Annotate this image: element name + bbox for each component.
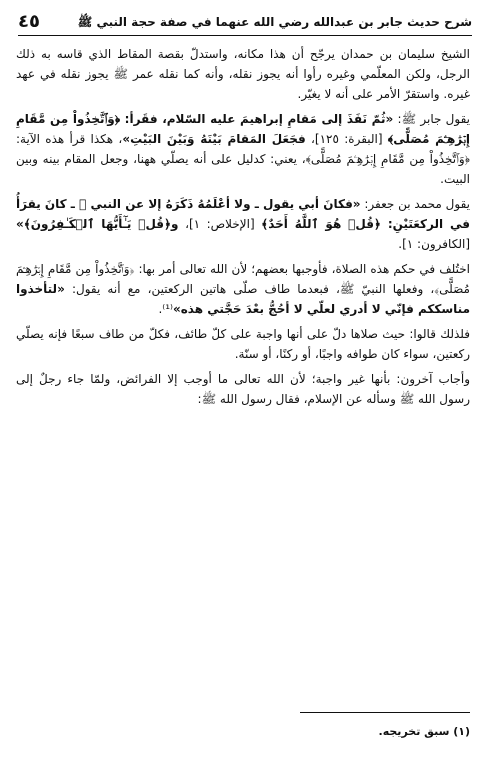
body-text bbox=[16, 44, 470, 414]
quoted-text: «لتأخذوا مناسككم فإنّي لا أدري لعلّي لا أحُجُّ بعْدَ حَجَّتي هذه» bbox=[16, 282, 470, 316]
paragraph bbox=[16, 259, 470, 319]
paragraph-text: يقول محمد بن جعفر: bbox=[360, 197, 470, 211]
paragraph-text: فلذلك قالوا: حيث صلاها دلّ على أنها واجبة على كلّ طائف، فكلّ من طاف سبعًا فإنه يصلّي ركعتين، سواء كان طوافه واجبًا، أو ركنًا، أو سنّة. bbox=[16, 327, 470, 361]
quoted-text: «فكانَ أبي يقول ـ ولا أعْلَمُهُ ذَكَرَهُ إلا عن النبي ﷺ ـ كانَ يقرَأُ في الركعَتَيْنِ: ﴿قُلۡ هُوَ ٱللَّهُ أَحَدٌ﴾ bbox=[16, 197, 471, 231]
paragraph-text: ، هكذا قرأ هذه الآية: ﴿وَٱتَّخِذُواْ مِن مَّقَامِ إِبۡرَٰهِـۧمَ مُصَلًّى﴾، يعني: كدليل على أنه يصلّي ههنا، وجعل المقام بينه وبين البيت. bbox=[16, 132, 470, 186]
footnote: (١) سبق تخريجه. bbox=[378, 725, 470, 738]
paragraph-text: ⁽¹⁾. bbox=[158, 302, 173, 316]
quoted-text: فجَعَلَ المَقامَ بَيْنَهُ وَبَيْنَ البَيْتِ» bbox=[122, 132, 306, 146]
quoted-text: و﴿قُلۡ يَـٰٓأَيُّهَا ٱلۡكَـٰفِرُونَ﴾» bbox=[16, 217, 179, 231]
paragraph-text: الشيخ سليمان بن حمدان يرجّح أن هذا مكانه، واستدلّ بقصة المقاط الذي قاسه به ذلك الرجل، ولكن المعلّمي وغيره رأوا أنه يجوز نقله، وأنه كما نقله عمر ﷺ يجوز نقله في عهد غيره. واستقرّ الأمر على أنه لا يغيّر. bbox=[16, 47, 470, 101]
paragraph-text: يقول جابر ﷺ: bbox=[393, 112, 471, 126]
paragraph bbox=[16, 369, 470, 409]
paragraph bbox=[16, 194, 470, 254]
paragraph-text: وأجاب آخرون: بأنها غير واجبة؛ لأن الله تعالى ما أوجب إلا الفرائض، ولمّا جاء رجلٌ إلى رسول الله ﷺ وسأله عن الإسلام، فقال رسول الله ﷺ: bbox=[16, 372, 470, 406]
page-number: ٤٥ bbox=[18, 11, 40, 32]
paragraph bbox=[16, 324, 470, 364]
paragraph-text: [الكافرون: ١]. bbox=[398, 237, 470, 251]
paragraph-text: [الإخلاص: ١]، bbox=[178, 217, 262, 231]
footnote-divider bbox=[300, 712, 470, 713]
paragraph bbox=[16, 44, 470, 104]
running-title: شرح حديث جابر بن عبدالله رضي الله عنهما في صفة حجة النبي ﷺ bbox=[77, 15, 472, 29]
running-header bbox=[18, 6, 472, 36]
paragraph-text: [البقرة: ١٢٥]، bbox=[305, 132, 388, 146]
paragraph-text: اختُلف في حكم هذه الصلاة، فأوجبها بعضهم؛ لأن الله تعالى أمر بها: ﴿وَٱتَّخِذُواْ مِن مَّقَامِ إِبۡرَٰهِـۧمَ مُصَلًّى﴾، وفعلها النبيّ ﷺ، فبعدما طاف صلّى هاتين الركعتين، مع أنه يقول: bbox=[16, 262, 470, 296]
paragraph bbox=[16, 109, 470, 189]
quoted-text: «ثُمّ نَفَذَ إلى مَقامِ إبراهيمَ عليه السّلام، فقَرأ: ﴿وَٱتَّخِذُواْ مِن مَّقَامِ إِبۡرَٰهِـۧمَ مُصَلًّى﴾ bbox=[16, 112, 470, 146]
